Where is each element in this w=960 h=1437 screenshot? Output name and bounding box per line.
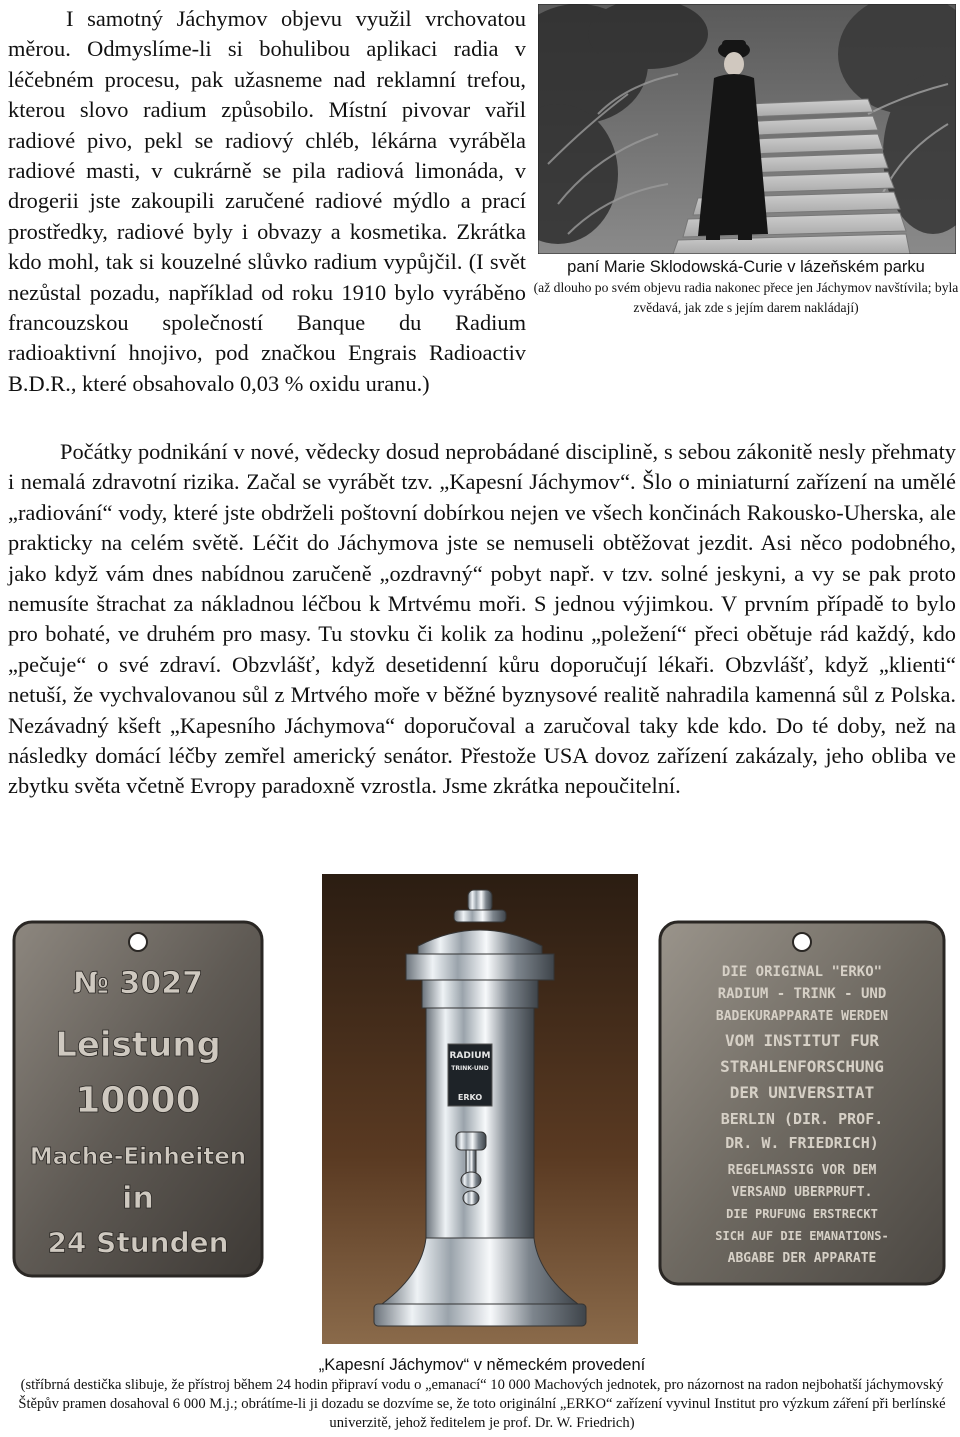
plate-back-line: BERLIN (DIR. PROF.: [720, 1110, 884, 1128]
intro-text: I samotný Jáchymov objevu využil vrchovatou měrou. Odmyslíme-li si bohulibou aplikaci radia v léčebném procesu, pak užasneme nad reklamní trefou, kterou slovo radium způsobilo. Místní pivovar vařil radiové pivo, pekl se radiový chléb, lékárna vyráběla radiové masti, v cukrárně se pila radiová limonáda, v drogerii jste zakoupili zaručené radiové mýdlo a prací prostředky, radiové byly i obvazy a kosmetika. Zkrátka kdo mohl, tak si kouzelné slůvko radium vypůjčil. (I svět nezůstal pozadu, například od roku 1910 bylo vyráběno francouzskou společností Banque du Radium radioaktivní hnojivo, pod značkou Engrais Radioactiv B.D.R., které obsahovalo 0,03 % oxidu uranu.): [8, 6, 526, 396]
plate-back-line: DIE PRUFUNG ERSTRECKT: [726, 1207, 878, 1221]
photo-caption-note: (až dlouho po svém objevu radia nakonec přece jen Jáchymov navštívila; byla zvědavá, jak zde s jejím darem nakládají): [533, 280, 959, 315]
plate-back-line: VOM INSTITUT FUR: [724, 1031, 880, 1050]
device-caption: [8, 1355, 956, 1433]
plate-front-line: Mache-Einheiten: [29, 1144, 247, 1170]
plate-back-line: DR. W. FRIEDRICH): [725, 1134, 879, 1152]
curie-photo-image: [538, 4, 956, 254]
plate-back-line: DIE ORIGINAL "ERKO": [721, 964, 883, 980]
photo-caption-title: paní Marie Sklodowská-Curie v lázeňském parku: [567, 258, 925, 276]
main-text: Počátky podnikání v nové, vědecky dosud neprobádané disciplině, s sebou zákonitě nesly přehmaty i nemalá zdravotní rizika. Začal se vyrábět tzv. „Kapesní Jáchymov“. Šlo o miniaturní zařízení na umělé „radiování“ vody, které jste obdrželi poštovní dobírkou nejen ve všech končinách Rakousko-Uherska, ale prakticky na celém světě. Léčit do Jáchymova jste se nemuseli obtěžovat jezdit. Asi něco podobného, jako když vám dnes nabídnou zaručeně „ozdravný“ pobyt např. v tzv. solné jeskyni, a vy se pak proto nemusíte štrachat za nákladnou léčbou k Mrtvému moři. S jednou výjimkou. V prvním případě to bylo pro bohaté, ve druhém pro masy. Tu stovku či kolik za hodinu „poležení“ přeci obětuje rád každý, kdo „pečuje“ o své zdraví. Obzvlášť, když desetidenní kůru doporučují lékaři. Obzvlášť, když „klienti“ netuší, že vychvalovanou sůl z Mrtvého moře v běžné byznysové realitě nahradila kamenná sůl z Polska. Nezávadný kšeft „Kapesního Jáchymova“ doporučoval a zaručoval taky kde kdo. Do té doby, než na následky domácí léčby zemřel americký senátor. Přestože USA dovoz zařízení zakázaly, jeho obliba ve zbytku světa včetně Evropy paradoxně vzrostla. Jsme zkrátka nepoučitelní.: [8, 439, 956, 799]
device-caption-title: „Kapesní Jáchymov“ v německém provedení: [318, 1356, 646, 1374]
main-paragraph: [8, 437, 956, 802]
plate-back-line: STRAHLENFORSCHUNG: [720, 1057, 884, 1076]
device-label-line: ERKO: [457, 1093, 483, 1102]
plate-back-line: SICH AUF DIE EMANATIONS-: [715, 1229, 889, 1243]
plate-back-line: RADIUM - TRINK - UND: [717, 986, 887, 1002]
plate-back-line: DER UNIVERSITAT: [729, 1083, 875, 1102]
plate-front-line: 10000: [75, 1080, 201, 1121]
plate-back-image: [656, 918, 948, 1288]
plate-front-line: Leistung: [55, 1025, 221, 1065]
plate-front-image: [10, 918, 266, 1280]
plate-front-line: in: [122, 1181, 154, 1216]
device-caption-note: (stříbrná destička slibuje, že přístroj během 24 hodin připraví vodu o „emanací“ 10 000 Machových jednotek, pro názornost na radon nejbohatší jáchymovský Štěpův pramen dosahoval 6 000 M.j.; obrátíme-li ji dozadu se dozvíme se, že toto originální „ERKO“ zařízení vyvinul Institut pro výzkum záření při berlínské univerzitě, jehož ředitelem je prof. Dr. W. Friedrich): [18, 1377, 946, 1431]
plate-front-line: № 3027: [72, 966, 204, 1001]
intro-paragraph: [8, 4, 526, 399]
plate-back-line: VERSAND UBERPRUFT.: [731, 1185, 873, 1200]
curie-photo: [538, 4, 956, 254]
photo-caption: [532, 256, 960, 318]
plate-back-line: BADEKURAPPARATE WERDEN: [715, 1009, 889, 1024]
device-image: [322, 874, 638, 1344]
device-label-line: RADIUM: [449, 1051, 491, 1061]
plate-back-line: REGELMASSIG VOR DEM: [727, 1163, 877, 1178]
device-label-line: TRINK-UND: [451, 1065, 489, 1072]
plate-front-line: 24 Stunden: [47, 1226, 229, 1259]
plate-back-line: ABGABE DER APPARATE: [727, 1251, 877, 1266]
